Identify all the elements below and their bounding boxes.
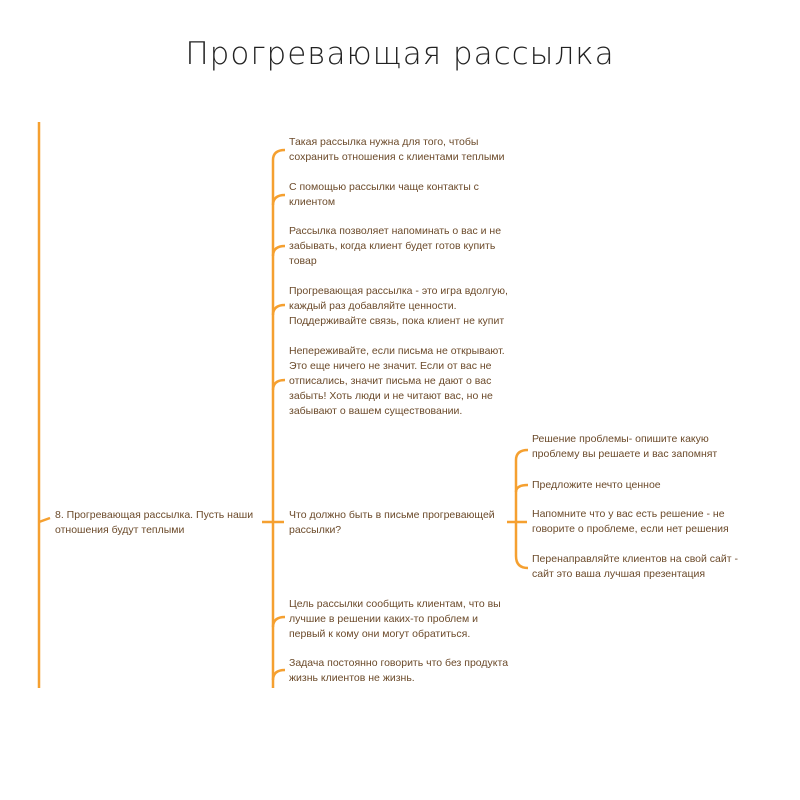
subchildren-bracket: [516, 450, 528, 568]
subchild-node: Решение проблемы- опишите какую проблему вы решаете и вас запомнят: [532, 433, 718, 460]
child-node: Цель рассылки сообщить клиентам, что вы лучшие в решении каких-то проблем и первый к кому они могут обратиться.: [289, 598, 501, 640]
root-tick: [39, 518, 50, 522]
question-node: Что должно быть в письме прогревающей рассылки?: [289, 509, 495, 536]
subchild-node: Напомните что у вас есть решение - не говорите о проблеме, если нет решения: [532, 508, 729, 535]
subchild-node: Перенаправляйте клиентов на свой сайт - сайт это ваша лучшая презентация: [532, 553, 738, 580]
child-node: С помощью рассылки чаще контакты с клиентом: [289, 181, 479, 208]
child-node: Непереживайте, если письма не открывают. Это еще ничего не значит. Если от вас не отписались, значит письма не дают о вас забыть! Хоть люди и не читают вас, но не забывают о вашем существовании.: [289, 345, 505, 417]
page-title: Прогревающая рассылка: [185, 36, 615, 72]
root-node: 8. Прогревающая рассылка. Пусть наши отношения будут теплыми: [55, 509, 254, 536]
child-node: Задача постоянно говорить что без продукта жизнь клиентов не жизнь.: [289, 657, 509, 684]
child-ticks: [273, 195, 285, 680]
child-node: Рассылка позволяет напоминать о вас и не забывать, когда клиент будет готов купить товар: [289, 225, 502, 267]
children-bracket: [273, 150, 285, 688]
child-node: Прогревающая рассылка - это игра вдолгую, каждый раз добавляйте ценности. Поддерживайте связь, пока клиент не купит: [289, 285, 508, 327]
subchild-node: Предложите нечто ценное: [532, 479, 661, 491]
child-node: Такая рассылка нужна для того, чтобы сохранить отношения с клиентами теплыми: [289, 136, 505, 163]
sub-tick: [516, 485, 528, 492]
